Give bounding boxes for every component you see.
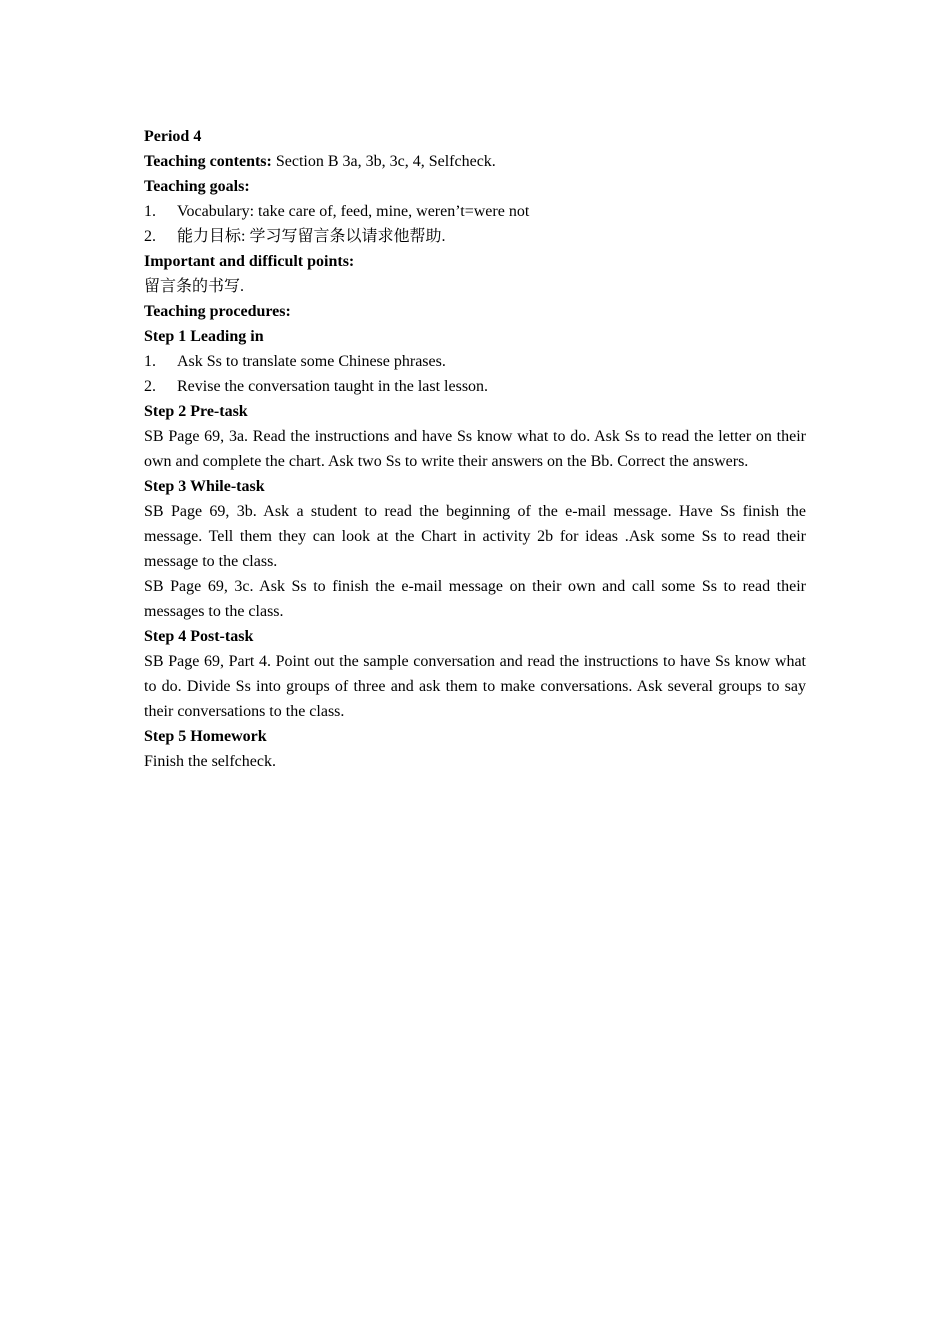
goal-item-text: 能力目标: 学习写留言条以请求他帮助. <box>177 228 446 245</box>
period-heading: Period 4 <box>144 128 202 145</box>
step1-item-text: Revise the conversation taught in the last lesson. <box>177 378 489 395</box>
step1-item-number: 1. <box>144 353 156 370</box>
goal-item-number: 2. <box>144 228 156 245</box>
step2-title: Step 2 Pre-task <box>144 403 248 420</box>
step1-item <box>144 374 806 399</box>
step3-paragraph: SB Page 69, 3b. Ask a student to read the beginning of the e-mail message. Have Ss finish the message. Tell them they can look at the Chart in activity 2b for ideas .Ask some Ss to read their message to the class. <box>144 503 806 570</box>
goal-item <box>144 199 806 224</box>
step4-title: Step 4 Post-task <box>144 628 254 645</box>
step3-paragraph: SB Page 69, 3c. Ask Ss to finish the e-mail message on their own and call some Ss to read their messages to the class. <box>144 578 806 620</box>
step1-item-text: Ask Ss to translate some Chinese phrases. <box>177 353 446 370</box>
document-page <box>144 124 806 774</box>
teaching-goals-heading: Teaching goals: <box>144 178 250 195</box>
important-points-text: 留言条的书写. <box>144 278 245 295</box>
procedures-heading: Teaching procedures: <box>144 303 291 320</box>
teaching-contents-label: Teaching contents: <box>144 153 272 170</box>
step2-paragraph: SB Page 69, 3a. Read the instructions and have Ss know what to do. Ask Ss to read the letter on their own and complete the chart. Ask two Ss to write their answers on the Bb. Correct the answers. <box>144 428 806 470</box>
teaching-contents-line <box>144 149 806 174</box>
step1-item-number: 2. <box>144 378 156 395</box>
goal-item-text: Vocabulary: take care of, feed, mine, weren’t=were not <box>177 203 530 220</box>
goal-item-number: 1. <box>144 203 156 220</box>
step3-title: Step 3 While-task <box>144 478 265 495</box>
important-points-heading: Important and difficult points: <box>144 253 355 270</box>
teaching-contents-value: Section B 3a, 3b, 3c, 4, Selfcheck. <box>271 153 496 170</box>
step1-title: Step 1 Leading in <box>144 328 264 345</box>
step4-paragraph: SB Page 69, Part 4. Point out the sample conversation and read the instructions to have Ss know what to do. Divide Ss into groups of three and ask them to make conversations. Ask several groups to say their conversations to the class. <box>144 653 806 720</box>
step5-title: Step 5 Homework <box>144 728 267 745</box>
step1-item <box>144 349 806 374</box>
goal-item <box>144 224 806 249</box>
step5-text: Finish the selfcheck. <box>144 753 276 770</box>
